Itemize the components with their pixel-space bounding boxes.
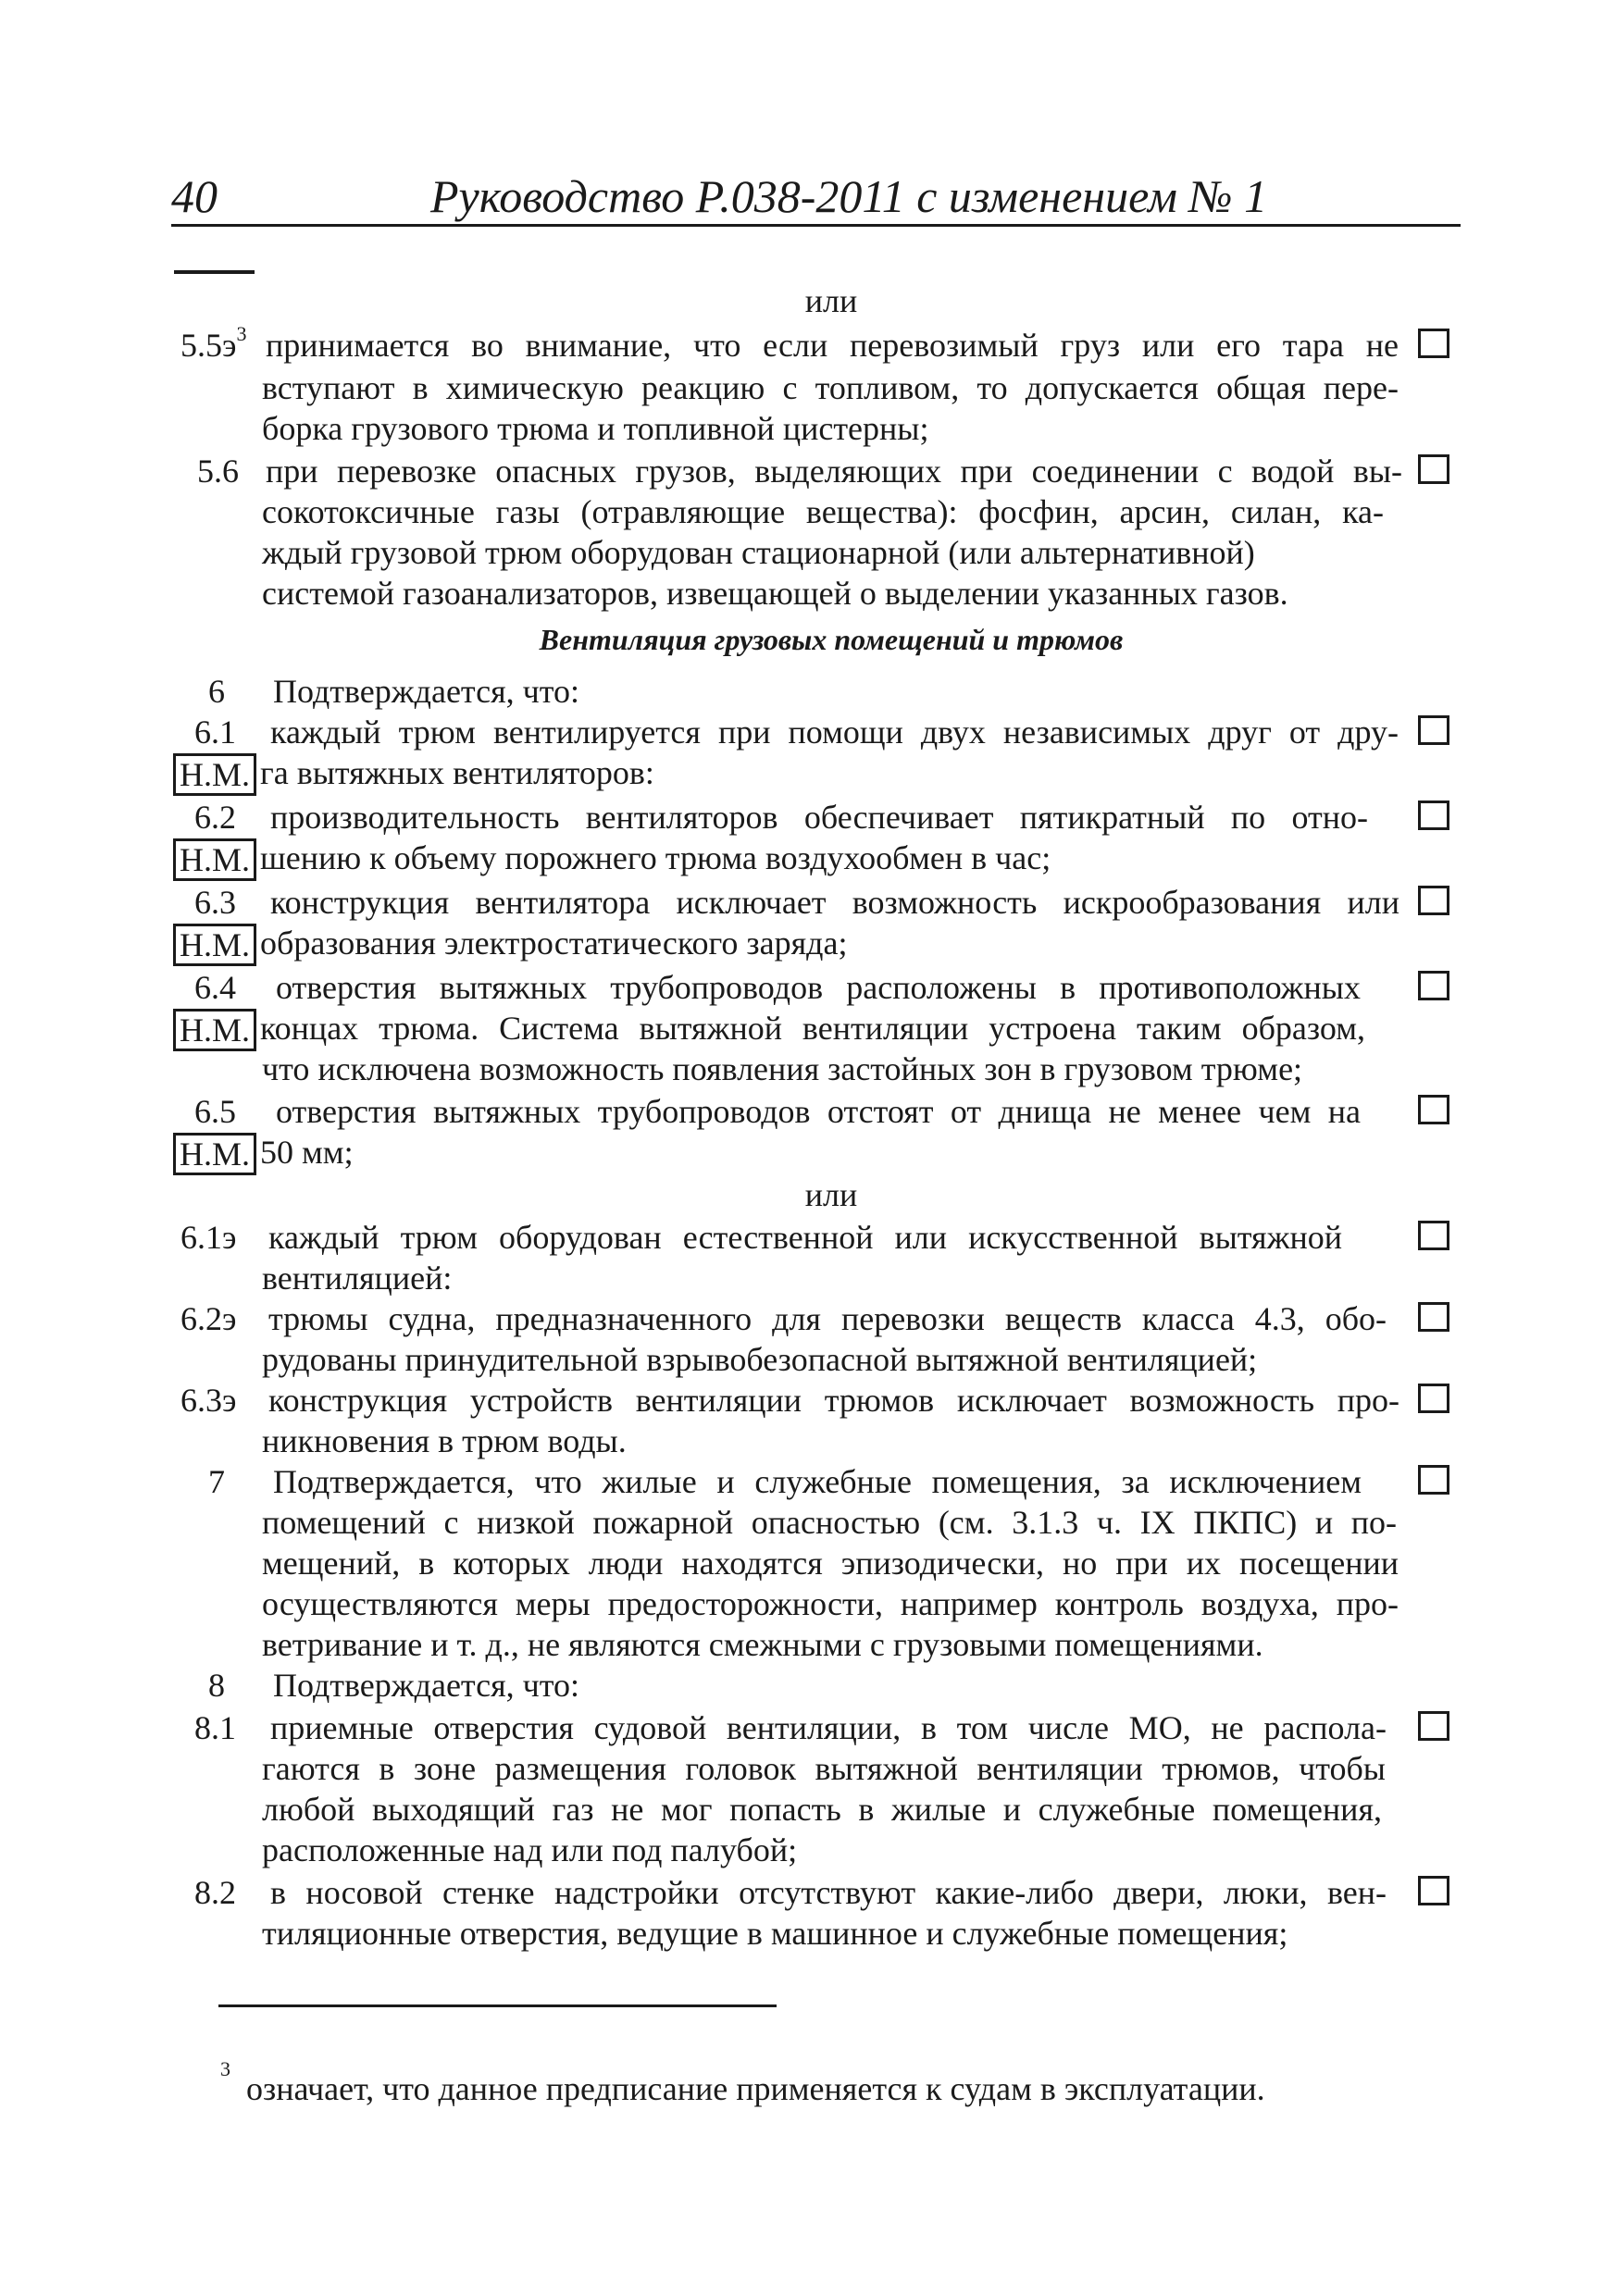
item-text-line: тиляционные отверстия, ведущие в машинное и служебные помещения; <box>262 1915 1288 1952</box>
item-text-line: никновения в трюм воды. <box>262 1422 627 1459</box>
item-number: 5.6 <box>197 453 239 490</box>
item-number: 6.4 <box>194 969 236 1006</box>
checkbox[interactable] <box>1418 800 1449 830</box>
checkbox[interactable] <box>1418 1221 1449 1250</box>
footnote-mark: 3 <box>220 2057 230 2080</box>
document-title: Руководство Р.038-2011 с изменением № 1 <box>430 170 1268 222</box>
checkbox[interactable] <box>1418 886 1449 915</box>
item-text-line: Подтверждается, что жилые и служебные помещения, за исключением <box>273 1463 1362 1500</box>
footnote-rule <box>218 2004 777 2007</box>
item-text-line: рудованы принудительной взрывобезопасной вытяжной вентиляцией; <box>262 1341 1258 1378</box>
footnote-text: означает, что данное предписание применяется к судам в эксплуатации. <box>246 2070 1265 2107</box>
item-number: 6.1 <box>194 714 236 751</box>
checkbox[interactable] <box>1418 454 1449 484</box>
item-text-line: в носовой стенке надстройки отсутствуют какие-либо двери, люки, вен- <box>270 1874 1387 1911</box>
item-text-line: расположенные над или под палубой; <box>262 1831 798 1868</box>
section-heading: Вентиляция грузовых помещений и трюмов <box>539 623 1124 656</box>
checkbox[interactable] <box>1418 1095 1449 1124</box>
item-text-line: ветривание и т. д., не являются смежными с грузовыми помещениями. <box>262 1626 1263 1663</box>
item-text-line: гаются в зоне размещения головок вытяжной вентиляции трюмов, чтобы <box>262 1750 1386 1787</box>
item-text-line: ждый грузовой трюм оборудован стационарной (или альтернативной) <box>262 534 1255 571</box>
item-number: 6.5 <box>194 1093 236 1130</box>
or-label: или <box>804 1176 858 1213</box>
item-text-line: образования электростатического заряда; <box>260 925 848 962</box>
item-text-line: вентиляцией: <box>262 1260 453 1297</box>
checkbox[interactable] <box>1418 971 1449 1000</box>
item-text-line: каждый трюм вентилируется при помощи двух независимых друг от дру- <box>270 714 1399 751</box>
item-number: 8.2 <box>194 1874 236 1911</box>
item-text-line: что исключена возможность появления застойных зон в грузовом трюме; <box>262 1050 1303 1087</box>
checkbox[interactable] <box>1418 715 1449 745</box>
item-number: $5.5э^3$ <box>180 322 247 364</box>
item-text-line: борка грузового трюма и топливной цистерны; <box>262 410 929 447</box>
checkbox[interactable] <box>1418 1302 1449 1332</box>
item-number: 6.3 <box>194 884 236 921</box>
item-text-line: трюмы судна, предназначенного для перевозки веществ класса 4.3, обо- <box>268 1300 1387 1337</box>
or-label: или <box>804 282 858 319</box>
item-text-line: отверстия вытяжных трубопроводов расположены в противоположных <box>276 969 1361 1006</box>
item-text-line: каждый трюм оборудован естественной или искусственной вытяжной <box>268 1219 1342 1256</box>
item-number: 7 <box>208 1463 225 1500</box>
item-text-line: при перевозке опасных грузов, выделяющих при соединении с водой вы- <box>266 453 1402 490</box>
item-text-line: Подтверждается, что: <box>273 1667 579 1704</box>
checkbox[interactable] <box>1418 1711 1449 1741</box>
nm-marker: Н.М. <box>173 838 256 881</box>
nm-marker: Н.М. <box>173 753 256 796</box>
item-text-line: Подтверждается, что: <box>273 673 579 710</box>
item-number: 6 <box>208 673 225 710</box>
item-text-line: сокотоксичные газы (отравляющие вещества): фосфин, арсин, силан, ка- <box>262 493 1384 530</box>
item-text-line: 50 мм; <box>260 1134 354 1171</box>
item-text-line: отверстия вытяжных трубопроводов отстоят от днища не менее чем на <box>276 1093 1361 1130</box>
item-text-line: принимается во внимание, что если перевозимый груз или его тара не <box>266 327 1399 364</box>
page-number: 40 <box>171 170 218 222</box>
item-text-line: концах трюма. Система вытяжной вентиляции устроена таким образом, <box>260 1010 1365 1047</box>
item-text-line: шению к объему порожнего трюма воздухообмен в час; <box>260 839 1051 876</box>
item-number: 8.1 <box>194 1709 236 1746</box>
item-number: 6.3э <box>180 1382 237 1419</box>
nm-marker: Н.М. <box>173 1009 256 1051</box>
item-text-line: производительность вентиляторов обеспечивает пятикратный по отно- <box>270 799 1368 836</box>
checkbox[interactable] <box>1418 1465 1449 1495</box>
checkbox[interactable] <box>1418 1876 1449 1905</box>
short-rule <box>174 270 255 274</box>
nm-marker: Н.М. <box>173 1133 256 1175</box>
item-text-line: конструкция вентилятора исключает возможность искрообразования или <box>270 884 1399 921</box>
header-rule <box>171 224 1461 227</box>
item-number: 6.2э <box>180 1300 237 1337</box>
checkbox[interactable] <box>1418 329 1449 358</box>
item-number: 6.1э <box>180 1219 237 1256</box>
item-text-line: помещений с низкой пожарной опасностью (см. 3.1.3 ч. IX ПКПС) и по- <box>262 1504 1397 1541</box>
item-text-line: мещений, в которых люди находятся эпизодически, но при их посещении <box>262 1545 1399 1582</box>
item-text-line: конструкция устройств вентиляции трюмов исключает возможность про- <box>268 1382 1399 1419</box>
item-number: 6.2 <box>194 799 236 836</box>
checkbox[interactable] <box>1418 1384 1449 1413</box>
item-text-line: осуществляются меры предосторожности, например контроль воздуха, про- <box>262 1585 1399 1622</box>
item-number: 8 <box>208 1667 225 1704</box>
item-text-line: любой выходящий газ не мог попасть в жилые и служебные помещения, <box>262 1791 1382 1828</box>
item-text-line: га вытяжных вентиляторов: <box>260 754 654 791</box>
item-text-line: приемные отверстия судовой вентиляции, в том числе МО, не распола- <box>270 1709 1387 1746</box>
item-text-line: системой газоанализаторов, извещающей о выделении указанных газов. <box>262 575 1288 612</box>
nm-marker: Н.М. <box>173 924 256 966</box>
item-text-line: вступают в химическую реакцию с топливом, то допускается общая пере- <box>262 369 1399 406</box>
